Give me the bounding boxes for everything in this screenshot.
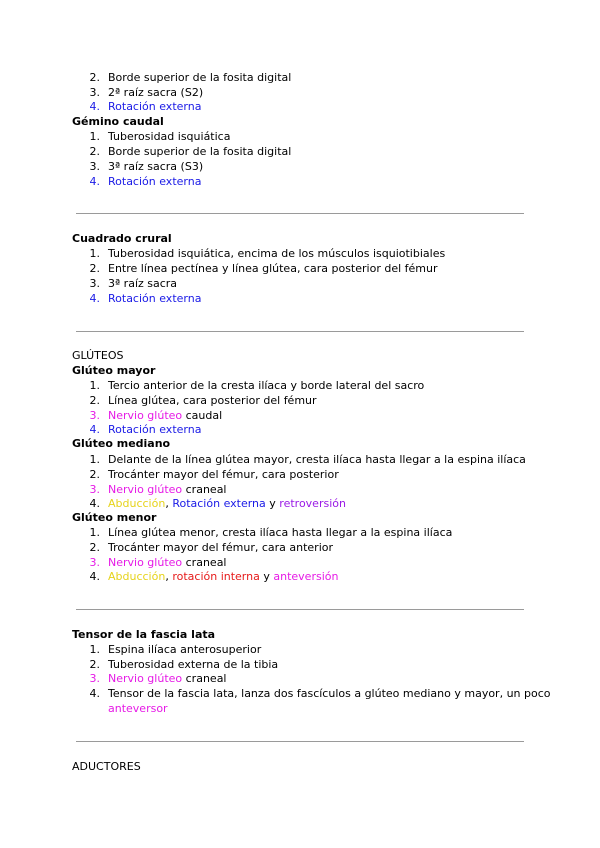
- section-divider: [76, 609, 524, 610]
- list-number: 4.: [89, 687, 100, 700]
- colored-term: Nervio glúteo: [108, 556, 183, 569]
- colored-term: Rotación externa: [108, 423, 202, 436]
- text-segment: Línea glútea menor, cresta ilíaca hasta llegar a la espina ilíaca: [108, 526, 453, 539]
- text-segment: craneal: [182, 556, 227, 569]
- list-number: 3.: [89, 556, 100, 569]
- list-number: 1.: [89, 526, 100, 539]
- colored-term: retroversión: [279, 497, 346, 510]
- list-item-text: [108, 672, 226, 686]
- list-item-text: [108, 468, 339, 482]
- list-number: 3.: [89, 86, 100, 99]
- text-segment: Delante de la línea glútea mayor, cresta ilíaca hasta llegar a la espina ilíaca: [108, 453, 526, 466]
- section-title: [72, 760, 141, 774]
- list-item-text: [108, 262, 437, 276]
- list-item-text: [108, 277, 177, 291]
- colored-term: anteversión: [273, 570, 339, 583]
- list-item-text: [108, 541, 333, 555]
- colored-term: Rotación externa: [108, 100, 202, 113]
- list-number: 1.: [89, 379, 100, 392]
- list-number: 2.: [89, 541, 100, 554]
- text-segment: Tuberosidad isquiática, encima de los músculos isquiotibiales: [108, 247, 446, 260]
- muscle-heading: [72, 232, 172, 246]
- list-item-continuation: [108, 702, 168, 716]
- list-item-text: [108, 160, 203, 174]
- text-segment: Tuberosidad externa de la tibia: [108, 658, 279, 671]
- muscle-heading: [72, 115, 164, 129]
- list-item-text: [108, 570, 338, 584]
- text-segment: Tuberosidad isquiática: [108, 130, 231, 143]
- text-segment: Glúteo mayor: [72, 364, 156, 377]
- colored-term: Nervio glúteo: [108, 483, 183, 496]
- text-segment: craneal: [182, 672, 227, 685]
- colored-term: Nervio glúteo: [108, 672, 183, 685]
- list-item-text: [108, 292, 201, 306]
- list-item-text: [108, 394, 317, 408]
- text-segment: Cuadrado crural: [72, 232, 172, 245]
- list-item-text: [108, 86, 203, 100]
- list-number: 1.: [89, 247, 100, 260]
- text-segment: 2ª raíz sacra (S2): [108, 86, 204, 99]
- colored-term: anteversor: [108, 702, 168, 715]
- text-segment: Glúteo mediano: [72, 437, 171, 450]
- text-segment: Trocánter mayor del fémur, cara anterior: [108, 541, 334, 554]
- list-number: 2.: [89, 145, 100, 158]
- text-segment: ,: [165, 497, 173, 510]
- list-item-text: [108, 643, 261, 657]
- list-item-text: [108, 71, 291, 85]
- list-item-text: [108, 658, 278, 672]
- list-number: 2.: [89, 658, 100, 671]
- section-title: [72, 349, 123, 363]
- list-item-text: [108, 497, 346, 511]
- text-segment: Glúteo menor: [72, 511, 157, 524]
- text-segment: Borde superior de la fosita digital: [108, 145, 292, 158]
- text-segment: Borde superior de la fosita digital: [108, 71, 292, 84]
- muscle-heading: [72, 628, 215, 642]
- list-item-text: [108, 100, 201, 114]
- list-number: 2.: [89, 71, 100, 84]
- list-item-text: [108, 247, 445, 261]
- list-number: 4.: [89, 570, 100, 583]
- text-segment: Tensor de la fascia lata: [72, 628, 216, 641]
- colored-term: Rotación externa: [108, 292, 202, 305]
- text-segment: Línea glútea, cara posterior del fémur: [108, 394, 317, 407]
- section-divider: [76, 213, 524, 214]
- list-number: 3.: [89, 277, 100, 290]
- text-segment: ADUCTORES: [72, 760, 141, 773]
- list-item-text: [108, 526, 452, 540]
- colored-term: Abducción: [108, 497, 166, 510]
- list-number: 4.: [89, 423, 100, 436]
- muscle-heading: [72, 511, 156, 525]
- text-segment: 3ª raíz sacra (S3): [108, 160, 204, 173]
- list-number: 4.: [89, 100, 100, 113]
- section-divider: [76, 331, 524, 332]
- colored-term: Abducción: [108, 570, 166, 583]
- text-segment: Gémino caudal: [72, 115, 164, 128]
- list-number: 4.: [89, 292, 100, 305]
- list-item-text: [108, 423, 201, 437]
- list-item-text: [108, 687, 551, 701]
- text-segment: y: [265, 497, 280, 510]
- list-number: 3.: [89, 483, 100, 496]
- list-number: 3.: [89, 409, 100, 422]
- list-item-text: [108, 483, 226, 497]
- muscle-heading: [72, 364, 155, 378]
- list-item-text: [108, 130, 230, 144]
- text-segment: Espina ilíaca anterosuperior: [108, 643, 262, 656]
- text-segment: caudal: [182, 409, 223, 422]
- list-item-text: [108, 379, 424, 393]
- list-number: 1.: [89, 453, 100, 466]
- text-segment: ,: [165, 570, 173, 583]
- text-segment: GLÚTEOS: [72, 349, 124, 362]
- list-item-text: [108, 145, 291, 159]
- list-number: 4.: [89, 497, 100, 510]
- list-item-text: [108, 175, 201, 189]
- colored-term: Nervio glúteo: [108, 409, 183, 422]
- list-number: 3.: [89, 672, 100, 685]
- text-segment: craneal: [182, 483, 227, 496]
- text-segment: 3ª raíz sacra: [108, 277, 178, 290]
- section-divider: [76, 741, 524, 742]
- list-number: 1.: [89, 130, 100, 143]
- list-number: 2.: [89, 262, 100, 275]
- colored-term: Rotación externa: [172, 497, 266, 510]
- text-segment: y: [259, 570, 274, 583]
- list-number: 1.: [89, 643, 100, 656]
- list-number: 3.: [89, 160, 100, 173]
- text-segment: Entre línea pectínea y línea glútea, cara posterior del fémur: [108, 262, 438, 275]
- list-number: 2.: [89, 394, 100, 407]
- list-number: 4.: [89, 175, 100, 188]
- list-item-text: [108, 556, 226, 570]
- list-item-text: [108, 453, 526, 467]
- list-item-text: [108, 409, 222, 423]
- colored-term: Rotación externa: [108, 175, 202, 188]
- text-segment: Tensor de la fascia lata, lanza dos fascículos a glúteo mediano y mayor, un poco: [108, 687, 551, 700]
- text-segment: Tercio anterior de la cresta ilíaca y borde lateral del sacro: [108, 379, 425, 392]
- list-number: 2.: [89, 468, 100, 481]
- colored-term: rotación interna: [172, 570, 260, 583]
- muscle-heading: [72, 437, 170, 451]
- text-segment: Trocánter mayor del fémur, cara posterior: [108, 468, 339, 481]
